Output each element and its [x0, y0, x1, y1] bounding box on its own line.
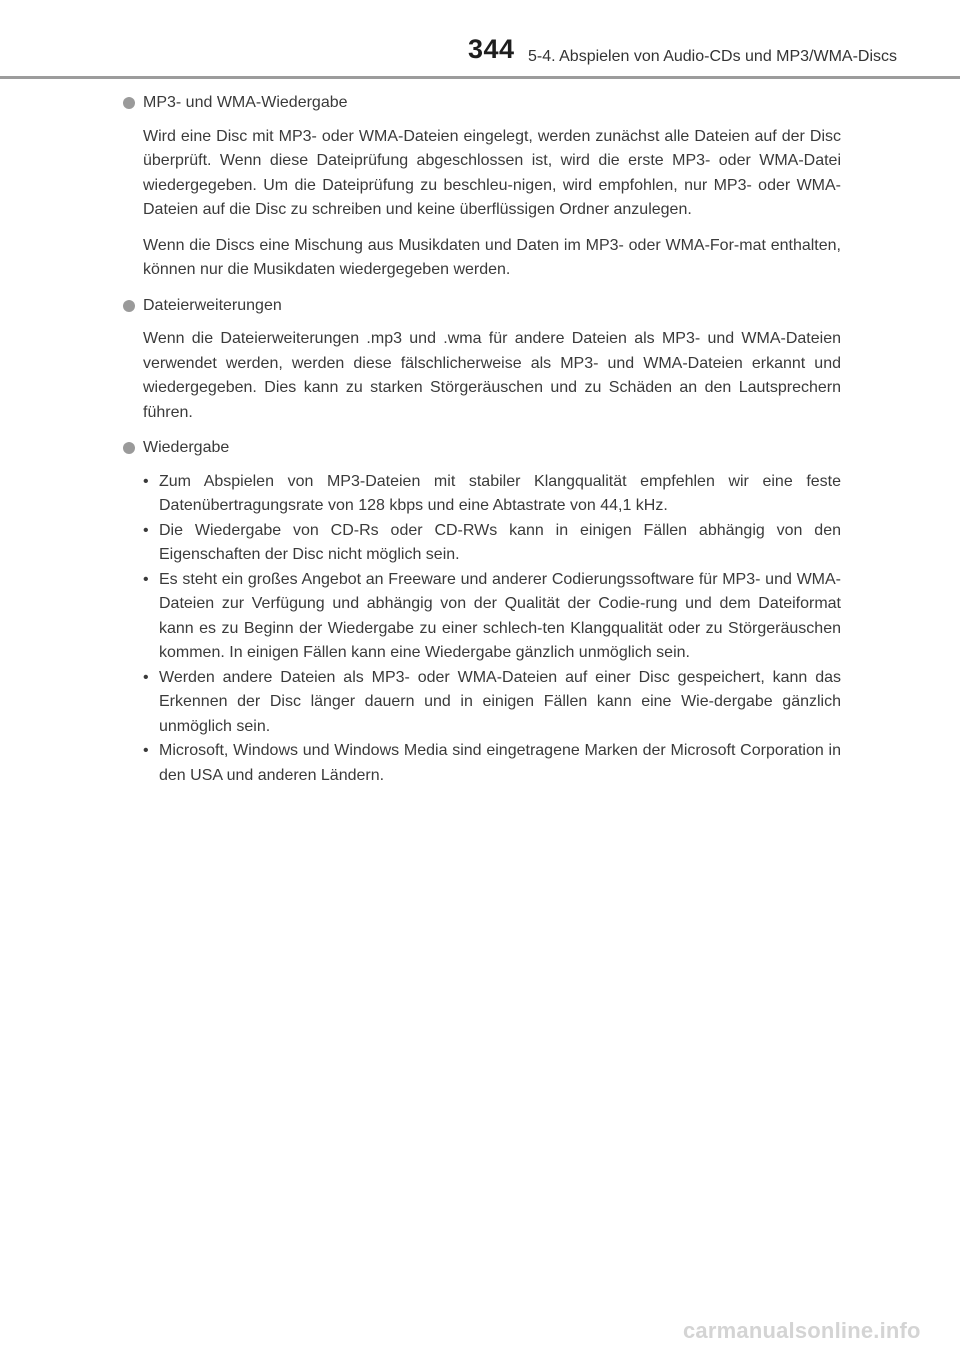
section-heading — [123, 91, 841, 116]
section-file-extensions — [123, 294, 841, 426]
list-item — [143, 470, 841, 519]
list-item — [143, 666, 841, 740]
section-heading — [123, 294, 841, 319]
section-heading — [123, 436, 841, 461]
bullet-icon: • — [143, 742, 149, 759]
bullet-list — [143, 470, 841, 789]
site-watermark: carmanualsonline.info — [683, 1318, 921, 1343]
paragraph: Wenn die Dateierweiterungen .mp3 und .wma für andere Dateien als MP3- und WMA-Dateien verwendet werden, werden diese fälschlicherweise als MP3- und WMA-Dateien erkannt und wiedergegeben. Dies kann zu starken Störgeräuschen und zu Schäden an den Lautsprechern führen. — [143, 330, 841, 421]
circle-bullet-icon — [123, 300, 135, 312]
page-number: 344 — [468, 34, 515, 64]
bullet-icon: • — [143, 570, 149, 588]
list-item — [143, 519, 841, 568]
list-item — [143, 739, 841, 788]
bullet-icon: • — [143, 472, 149, 490]
list-item-text: Es steht ein großes Angebot an Freeware und anderer Codierungssoftware für MP3- und WMA-Dateien zur Verfügung und abhängig von der Qualität der Codie-rung und dem Dateiformat kann es zu Beginn der Wiedergabe zu einer schlech-ten Klangqualität oder zu Störgeräuschen kommen. In einigen Fällen kann eine Wiedergabe gänzlich unmöglich sein. — [159, 570, 841, 661]
circle-bullet-icon — [123, 97, 135, 109]
section-mp3-wma-playback — [123, 91, 841, 283]
list-item-text: Die Wiedergabe von CD-Rs oder CD-RWs kann in einigen Fällen abhängig von den Eigenschaften der Disc nicht möglich sein. — [159, 521, 841, 563]
page-content — [123, 91, 841, 788]
paragraph: Wenn die Discs eine Mischung aus Musikdaten und Daten im MP3- oder WMA-For-mat enthalten, können nur die Musikdaten wiedergegeben werden. — [143, 236, 841, 278]
section-playback — [123, 436, 841, 788]
page-header — [0, 0, 960, 80]
circle-bullet-icon — [123, 442, 135, 454]
section-heading-text: MP3- und WMA-Wiedergabe — [143, 94, 348, 111]
bullet-icon: • — [143, 668, 149, 686]
section-heading-text: Dateierweiterungen — [143, 296, 282, 314]
chapter-title: 5-4. Abspielen von Audio-CDs und MP3/WMA-Discs — [528, 48, 898, 65]
bullet-icon: • — [143, 521, 149, 539]
list-item-text: Werden andere Dateien als MP3- oder WMA-Dateien auf einer Disc gespeichert, kann das Erkennen der Disc länger dauern und in einigen Fällen kann eine Wie-dergabe gänzlich unmöglich sein. — [159, 668, 841, 735]
list-item-text: Microsoft, Windows und Windows Media sind eingetragene Marken der Microsoft Corporation in den USA und anderen Ländern. — [159, 742, 841, 784]
list-item-text: Zum Abspielen von MP3-Dateien mit stabiler Klangqualität empfehlen wir eine feste Datenübertragungsrate von 128 kbps und eine Abtastrate von 44,1 kHz. — [159, 472, 841, 514]
list-item — [143, 568, 841, 666]
section-heading-text: Wiedergabe — [143, 439, 230, 456]
paragraph: Wird eine Disc mit MP3- oder WMA-Dateien eingelegt, werden zunächst alle Dateien auf der Disc überprüft. Wenn diese Dateiprüfung abgeschlossen ist, wird die erste MP3- oder WMA-Datei wiedergegeben. Um die Dateiprüfung zu beschleu-nigen, wird empfohlen, nur MP3- oder WMA-Dateien auf die Disc zu schreiben und keine überflüssigen Ordner anzulegen. — [143, 127, 841, 218]
header-divider — [0, 76, 960, 79]
